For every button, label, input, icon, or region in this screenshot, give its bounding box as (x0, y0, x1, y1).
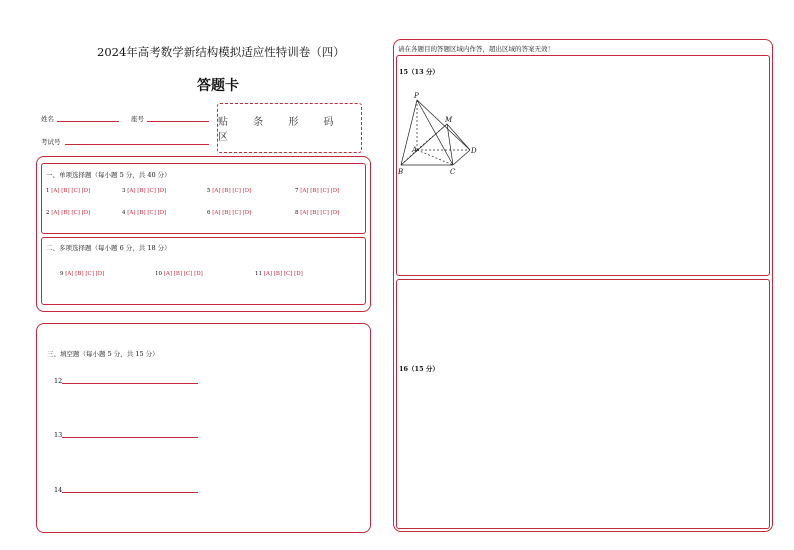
pyramid-figure (397, 56, 507, 181)
section1-heading: 一、单项选择题（每小题 5 分，共 40 分） (46, 171, 171, 179)
vertex-c-label: C (450, 168, 456, 176)
question-16-area[interactable] (396, 279, 770, 529)
question-12-number: 12 (54, 377, 63, 385)
question-14-answer-line[interactable] (62, 492, 198, 493)
question-14-number: 14 (54, 486, 63, 494)
fill-blank-section (36, 323, 371, 533)
vertex-a-label: A (412, 146, 418, 154)
question-10-options[interactable]: 10 [A] [B] [C] [D] (155, 271, 203, 277)
name-field[interactable] (57, 121, 119, 122)
question-12-answer-line[interactable] (62, 383, 198, 384)
name-label: 姓名 (41, 115, 54, 123)
question-16-label: 16（15 分） (399, 365, 439, 373)
question-8-options[interactable]: 8 [A] [B] [C] [D] (295, 210, 340, 216)
vertex-p-label: P (414, 92, 419, 100)
exam-no-field[interactable] (65, 144, 209, 145)
seat-field[interactable] (147, 121, 209, 122)
question-2-options[interactable]: 2 [A] [B] [C] [D] (46, 210, 91, 216)
vertex-d-label: D (471, 147, 477, 155)
exam-title: 2024年高考数学新结构模拟适应性特训卷（四） (97, 45, 345, 59)
question-5-options[interactable]: 5 [A] [B] [C] [D] (207, 188, 252, 194)
single-choice-block (41, 163, 366, 234)
question-11-options[interactable]: 11 [A] [B] [C] [D] (255, 271, 303, 277)
section2-heading: 二、多项选择题（每小题 6 分，共 18 分） (46, 244, 171, 252)
exam-no-label: 考试号 (41, 138, 61, 146)
card-title: 答题卡 (197, 78, 239, 94)
question-4-options[interactable]: 4 [A] [B] [C] [D] (122, 210, 167, 216)
barcode-area (217, 103, 362, 153)
question-6-options[interactable]: 6 [A] [B] [C] [D] (207, 210, 252, 216)
section3-heading: 三、填空题（每小题 5 分，共 15 分） (47, 350, 159, 358)
multiple-choice-block (41, 237, 366, 305)
vertex-b-label: B (398, 168, 404, 176)
question-15-area[interactable] (396, 55, 770, 276)
question-9-options[interactable]: 9 [A] [B] [C] [D] (60, 271, 105, 277)
vertex-m-label: M (445, 116, 453, 124)
question-13-number: 13 (54, 431, 63, 439)
question-15-label: 15（13 分） (399, 68, 439, 76)
seat-label: 座号 (131, 115, 144, 123)
answer-notice: 请在各题目的答题区域内作答，超出区域的答案无效！ (398, 45, 554, 53)
barcode-label: 贴 条 形 码 区 (218, 117, 345, 143)
question-1-options[interactable]: 1 [A] [B] [C] [D] (46, 188, 91, 194)
question-3-options[interactable]: 3 [A] [B] [C] [D] (122, 188, 167, 194)
question-7-options[interactable]: 7 [A] [B] [C] [D] (295, 188, 340, 194)
question-13-answer-line[interactable] (62, 437, 198, 438)
